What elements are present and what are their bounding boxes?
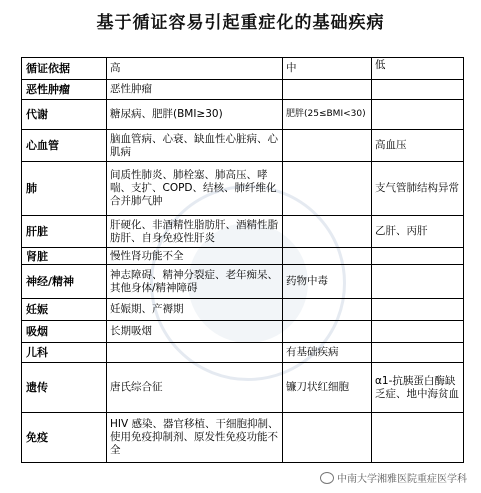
footer-text: 中南大学湘雅医院重症医学科 <box>337 474 467 485</box>
row-low <box>372 343 464 363</box>
wechat-icon <box>320 472 334 484</box>
table-row <box>22 363 464 413</box>
row-medium <box>283 321 372 343</box>
row-category: 神经/精神 <box>22 265 107 299</box>
row-medium <box>283 162 372 216</box>
row-low <box>372 248 464 265</box>
table-row <box>22 216 464 248</box>
row-medium: 有基础疾病 <box>283 343 372 363</box>
row-high: 糖尿病、肥胖(BMI≥30) <box>107 100 283 130</box>
row-high <box>107 343 283 363</box>
row-category: 肾脏 <box>22 248 107 265</box>
row-low: 支气管肺结构异常 <box>372 162 464 216</box>
row-high: 长期吸烟 <box>107 321 283 343</box>
row-high: 间质性肺炎、肺栓塞、肺高压、哮喘、支扩、COPD、结核、肺纤维化合并肺气肿 <box>107 162 283 216</box>
row-medium <box>283 248 372 265</box>
row-medium <box>283 130 372 162</box>
table-row <box>22 130 464 162</box>
table-row <box>22 413 464 463</box>
header-medium: 中 <box>283 58 372 80</box>
header-low: 低 <box>372 58 464 80</box>
footer-credit <box>320 470 467 485</box>
table-row <box>22 343 464 363</box>
row-low <box>372 299 464 321</box>
row-high: 妊娠期、产褥期 <box>107 299 283 321</box>
row-category: 肝脏 <box>22 216 107 248</box>
row-low <box>372 80 464 100</box>
row-high: 肝硬化、非酒精性脂肪肝、酒精性脂肪肝、自身免疫性肝炎 <box>107 216 283 248</box>
header-high: 高 <box>107 58 283 80</box>
row-category: 免疫 <box>22 413 107 463</box>
row-medium <box>283 216 372 248</box>
page-title: 基于循证容易引起重症化的基础疾病 <box>96 13 385 33</box>
row-low: α1-抗胰蛋白酶缺乏症、地中海贫血 <box>372 363 464 413</box>
row-medium: 镰刀状红细胞 <box>283 363 372 413</box>
table-row <box>22 299 464 321</box>
row-category: 妊娠 <box>22 299 107 321</box>
row-medium <box>283 413 372 463</box>
row-high: 脑血管病、心衰、缺血性心脏病、心肌病 <box>107 130 283 162</box>
table-row <box>22 265 464 299</box>
row-high: 唐氏综合征 <box>107 363 283 413</box>
row-medium: 药物中毒 <box>283 265 372 299</box>
row-high: HIV 感染、器官移植、干细胞抑制、使用免疫抑制剂、原发性免疫功能不全 <box>107 413 283 463</box>
row-medium: 肥胖(25≤BMI<30) <box>283 100 372 130</box>
row-category: 遗传 <box>22 363 107 413</box>
row-category: 心血管 <box>22 130 107 162</box>
row-category: 代谢 <box>22 100 107 130</box>
table-row <box>22 321 464 343</box>
row-medium <box>283 299 372 321</box>
row-high: 神志障碍、精神分裂症、老年痴呆、其他身体/精神障碍 <box>107 265 283 299</box>
header-category: 循证依据 <box>22 58 107 80</box>
table-header-row <box>22 58 464 80</box>
row-low <box>372 413 464 463</box>
row-category: 儿科 <box>22 343 107 363</box>
row-category: 吸烟 <box>22 321 107 343</box>
row-low: 高血压 <box>372 130 464 162</box>
table-row <box>22 162 464 216</box>
table-row <box>22 100 464 130</box>
table-row <box>22 248 464 265</box>
row-low <box>372 100 464 130</box>
row-low <box>372 265 464 299</box>
table-row <box>22 80 464 100</box>
disease-table <box>21 57 464 463</box>
row-medium <box>283 80 372 100</box>
row-low: 乙肝、丙肝 <box>372 216 464 248</box>
row-high: 慢性肾功能不全 <box>107 248 283 265</box>
row-high: 恶性肿瘤 <box>107 80 283 100</box>
row-low <box>372 321 464 343</box>
row-category: 肺 <box>22 162 107 216</box>
row-category: 恶性肿瘤 <box>22 80 107 100</box>
